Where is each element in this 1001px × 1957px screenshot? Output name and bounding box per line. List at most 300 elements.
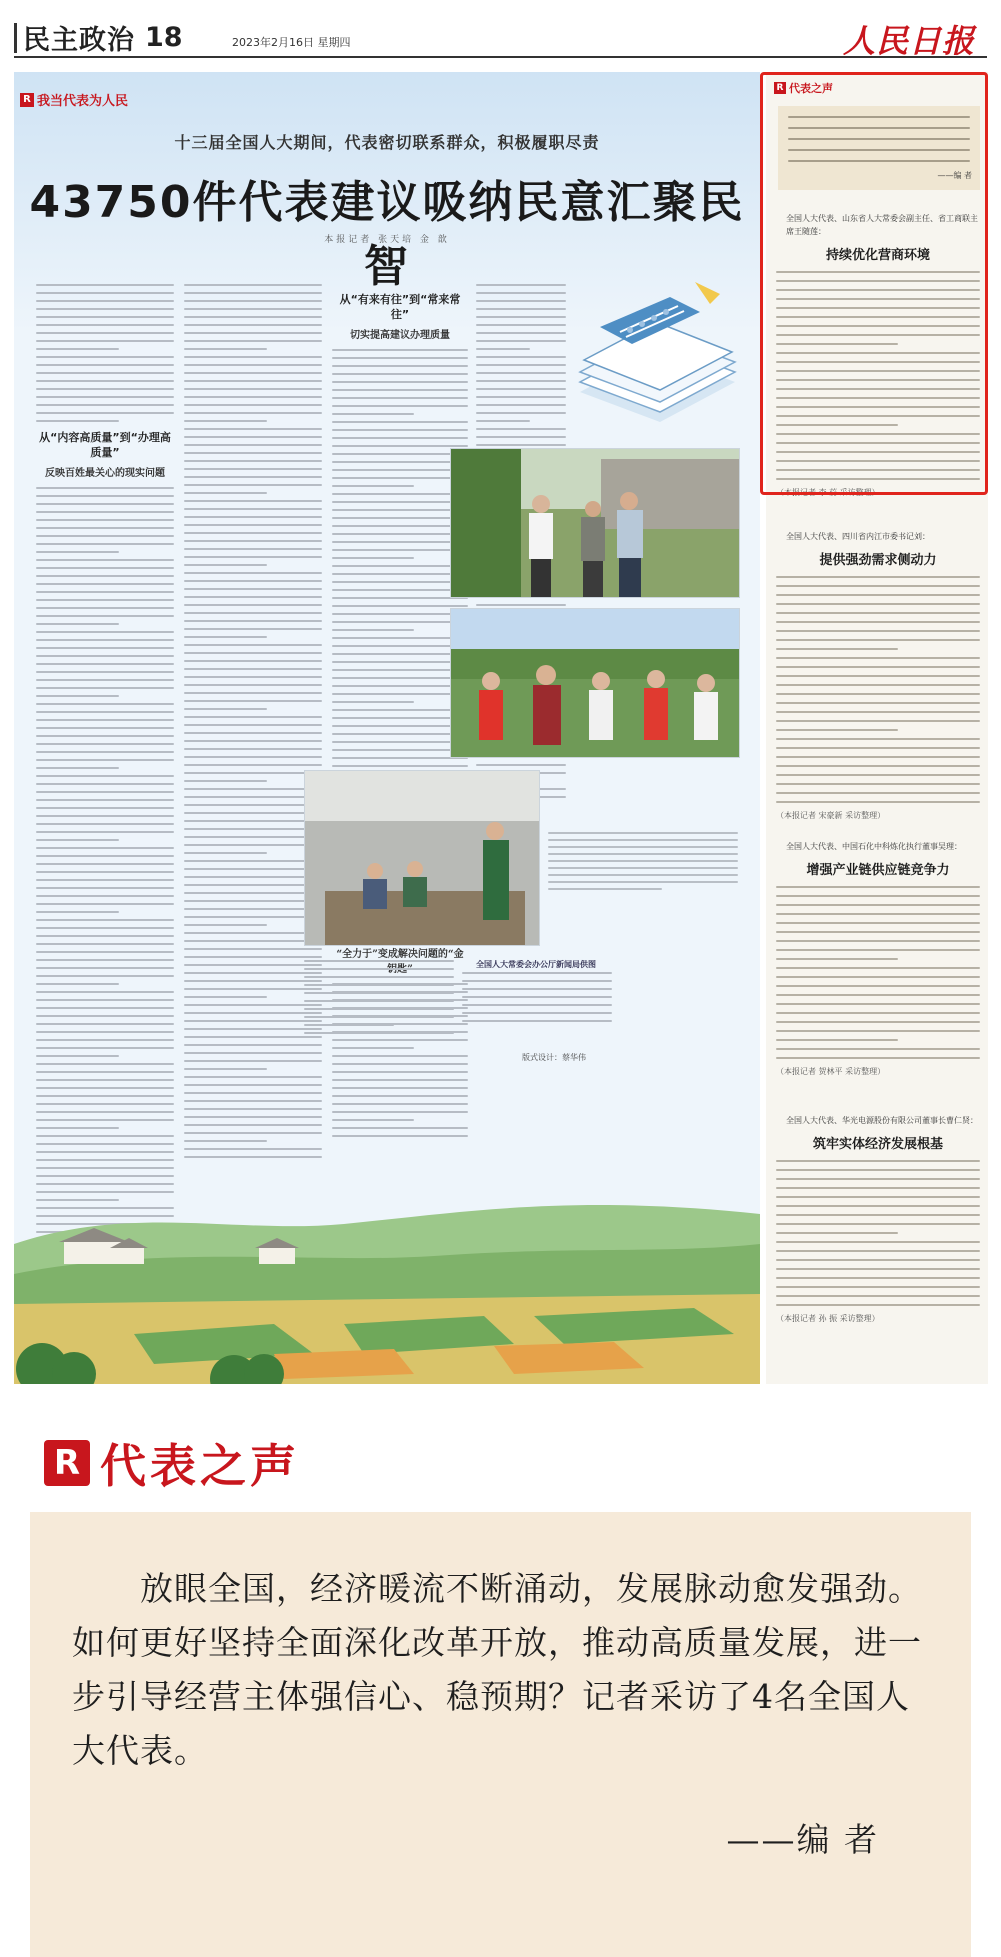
text-line bbox=[36, 527, 174, 529]
text-line bbox=[36, 719, 174, 721]
text-line bbox=[184, 972, 322, 974]
sidebar-item-text bbox=[776, 1160, 980, 1306]
text-line bbox=[184, 732, 322, 734]
text-line bbox=[776, 693, 980, 695]
text-line bbox=[776, 1295, 980, 1297]
text-line bbox=[332, 709, 468, 711]
text-line bbox=[332, 589, 468, 591]
text-line bbox=[36, 855, 174, 857]
text-line bbox=[36, 487, 174, 489]
text-line bbox=[184, 300, 322, 302]
text-line bbox=[36, 551, 119, 553]
text-line bbox=[776, 666, 980, 668]
text-line bbox=[776, 994, 980, 996]
sidebar-item-who: 全国人大代表、中国石化中科炼化执行董事吴理： bbox=[786, 842, 962, 851]
text-line bbox=[36, 863, 174, 865]
text-line bbox=[184, 764, 322, 766]
text-line bbox=[332, 1079, 468, 1081]
main-article bbox=[14, 72, 760, 1384]
sidebar-item-who: 全国人大代表、山东省人大常委会副主任、省工商联主席王随莲： bbox=[786, 214, 978, 236]
text-line bbox=[332, 653, 468, 655]
text-line bbox=[184, 548, 322, 550]
text-line bbox=[36, 1103, 174, 1105]
text-line bbox=[184, 724, 322, 726]
text-line bbox=[36, 1063, 174, 1065]
text-line bbox=[476, 396, 566, 398]
text-line bbox=[36, 911, 119, 913]
text-line bbox=[776, 720, 980, 722]
text-line bbox=[184, 468, 322, 470]
text-line bbox=[476, 324, 566, 326]
text-line bbox=[332, 1087, 468, 1089]
text-line bbox=[36, 871, 174, 873]
text-line bbox=[36, 519, 174, 521]
page-number: 18 bbox=[145, 22, 183, 53]
text-line bbox=[184, 1028, 322, 1030]
text-line bbox=[332, 541, 468, 543]
photo-caption-1 bbox=[548, 832, 738, 895]
text-line bbox=[332, 573, 468, 575]
text-line bbox=[332, 701, 414, 703]
text-line bbox=[36, 775, 174, 777]
text-line bbox=[776, 1268, 980, 1270]
text-line bbox=[36, 511, 174, 513]
r-logo-icon: R bbox=[20, 93, 34, 107]
text-line bbox=[776, 630, 980, 632]
text-line bbox=[36, 1135, 174, 1137]
text-line bbox=[776, 922, 980, 924]
text-line bbox=[36, 1023, 174, 1025]
text-line bbox=[36, 943, 174, 945]
text-line bbox=[36, 372, 174, 374]
sidebar-item bbox=[776, 1114, 980, 1324]
text-line bbox=[332, 349, 468, 351]
text-line bbox=[332, 493, 468, 495]
text-column-1 bbox=[36, 284, 174, 1284]
text-line bbox=[332, 629, 414, 631]
text-line bbox=[36, 791, 174, 793]
text-line bbox=[332, 549, 468, 551]
text-line bbox=[36, 591, 174, 593]
text-line bbox=[184, 932, 322, 934]
text-line bbox=[332, 1103, 468, 1105]
text-line bbox=[184, 652, 322, 654]
text-line bbox=[184, 620, 322, 622]
sidebar-item-text bbox=[776, 886, 980, 1059]
text-line bbox=[462, 980, 612, 982]
sidebar-item-who: 全国人大代表、四川省内江市委书记刘： bbox=[786, 532, 930, 541]
layout-credit: 版式设计：蔡华伟 bbox=[522, 1053, 586, 1062]
text-line bbox=[184, 436, 322, 438]
text-line bbox=[332, 1127, 468, 1129]
text-line bbox=[36, 935, 174, 937]
sidebar-item-reporter: （本报记者 贺林平 采访整理） bbox=[776, 1067, 886, 1076]
text-line bbox=[332, 581, 468, 583]
text-line bbox=[184, 924, 267, 926]
text-line bbox=[332, 445, 468, 447]
sidebar-item-who: 全国人大代表、华光电源股份有限公司董事长曹仁贤： bbox=[786, 1116, 978, 1125]
text-line bbox=[36, 983, 119, 985]
text-line bbox=[36, 535, 174, 537]
text-line bbox=[184, 948, 322, 950]
text-line bbox=[476, 356, 566, 358]
text-line bbox=[184, 476, 322, 478]
text-line bbox=[184, 1004, 322, 1006]
text-line bbox=[36, 1047, 174, 1049]
proposal-documents-illustration bbox=[570, 272, 740, 432]
text-line bbox=[184, 1100, 322, 1102]
text-line bbox=[36, 284, 174, 286]
text-line bbox=[184, 1092, 322, 1094]
text-line bbox=[36, 380, 174, 382]
text-line bbox=[304, 960, 454, 962]
text-line bbox=[332, 669, 468, 671]
text-line bbox=[36, 631, 174, 633]
text-line bbox=[776, 1048, 980, 1050]
text-line bbox=[184, 556, 322, 558]
text-line bbox=[332, 397, 468, 399]
text-line bbox=[36, 1167, 174, 1169]
text-line bbox=[548, 853, 738, 855]
text-line bbox=[332, 1095, 468, 1097]
text-line bbox=[776, 958, 898, 960]
text-line bbox=[184, 564, 267, 566]
text-line bbox=[332, 677, 468, 679]
text-line bbox=[476, 332, 566, 334]
text-line bbox=[304, 1008, 454, 1010]
text-line bbox=[184, 836, 322, 838]
text-line bbox=[184, 676, 322, 678]
text-line bbox=[776, 1160, 980, 1162]
text-line bbox=[184, 308, 322, 310]
caption-text bbox=[548, 832, 738, 890]
text-line bbox=[462, 1020, 612, 1022]
text-line bbox=[36, 495, 174, 497]
text-line bbox=[36, 340, 174, 342]
text-line bbox=[776, 1241, 980, 1243]
text-line bbox=[776, 801, 980, 803]
text-line bbox=[184, 508, 322, 510]
text-line bbox=[476, 308, 566, 310]
text-line bbox=[36, 599, 174, 601]
sidebar-item-title: 增强产业链供应链竞争力 bbox=[806, 863, 950, 878]
text-line bbox=[184, 804, 322, 806]
masthead-bar bbox=[14, 23, 17, 53]
text-line bbox=[36, 767, 119, 769]
text-line bbox=[184, 820, 322, 822]
text-line bbox=[776, 702, 980, 704]
text-line bbox=[184, 956, 322, 958]
text-line bbox=[36, 879, 174, 881]
photo-school-visit bbox=[450, 608, 740, 758]
text-line bbox=[184, 396, 322, 398]
r-logo-icon: R bbox=[44, 1440, 90, 1486]
text-line bbox=[776, 792, 980, 794]
text-line bbox=[476, 604, 566, 606]
text-line bbox=[304, 968, 454, 970]
text-line bbox=[776, 675, 980, 677]
text-line bbox=[332, 637, 468, 639]
newspaper-masthead bbox=[14, 14, 987, 58]
text-line bbox=[332, 565, 468, 567]
text-line bbox=[184, 916, 322, 918]
text-line bbox=[184, 636, 267, 638]
text-line bbox=[36, 727, 174, 729]
photo-greenhouse-visit bbox=[304, 770, 540, 946]
text-line bbox=[332, 605, 468, 607]
text-line bbox=[184, 612, 322, 614]
text-line bbox=[776, 1178, 980, 1180]
text-line bbox=[332, 1071, 468, 1073]
text-line bbox=[184, 884, 322, 886]
text-line bbox=[332, 421, 468, 423]
main-column-label-text: 我当代表为人民 bbox=[37, 94, 129, 109]
text-line bbox=[36, 412, 174, 414]
text-line bbox=[36, 575, 174, 577]
text-line bbox=[184, 1036, 322, 1038]
text-line bbox=[776, 913, 980, 915]
text-line bbox=[36, 1039, 174, 1041]
text-line bbox=[776, 1057, 980, 1059]
text-line bbox=[36, 583, 174, 585]
text-line bbox=[776, 1259, 980, 1261]
text-line bbox=[184, 316, 322, 318]
text-line bbox=[476, 340, 566, 342]
text-line bbox=[36, 783, 174, 785]
text-line bbox=[332, 365, 468, 367]
text-line bbox=[776, 1030, 980, 1032]
text-line bbox=[36, 316, 174, 318]
text-line bbox=[36, 1175, 174, 1177]
text-line bbox=[184, 540, 322, 542]
text-line bbox=[548, 874, 738, 876]
text-line bbox=[36, 671, 174, 673]
text-line bbox=[36, 959, 174, 961]
text-line bbox=[36, 1159, 174, 1161]
subhead-2-sub: 切实提高建议办理质量 bbox=[350, 330, 450, 341]
text-line bbox=[462, 1004, 612, 1006]
text-line bbox=[184, 844, 322, 846]
text-line bbox=[36, 1087, 174, 1089]
text-line bbox=[462, 972, 612, 974]
text-line bbox=[184, 852, 267, 854]
text-line bbox=[776, 765, 980, 767]
text-line bbox=[184, 788, 322, 790]
text-line bbox=[332, 693, 468, 695]
text-line bbox=[184, 796, 322, 798]
text-line bbox=[776, 895, 980, 897]
text-line bbox=[184, 324, 322, 326]
text-line bbox=[36, 1127, 119, 1129]
text-line bbox=[776, 886, 980, 888]
text-line bbox=[184, 628, 322, 630]
text-line bbox=[36, 847, 174, 849]
body-text-block bbox=[184, 284, 322, 1158]
text-line bbox=[184, 1148, 322, 1150]
sidebar-item-reporter: （本报记者 李 蕊 采访整理） bbox=[776, 488, 880, 497]
text-line bbox=[36, 999, 174, 1001]
sidebar-item-text bbox=[776, 576, 980, 803]
text-line bbox=[36, 951, 174, 953]
text-line bbox=[184, 1076, 322, 1078]
text-line bbox=[476, 444, 566, 446]
text-line bbox=[36, 543, 174, 545]
zoom-intro-box bbox=[30, 1512, 971, 1957]
text-line bbox=[36, 388, 174, 390]
text-line bbox=[462, 988, 612, 990]
text-line bbox=[332, 597, 468, 599]
text-line bbox=[184, 980, 322, 982]
photo-credit: 全国人大常委会办公厅新闻局供图 bbox=[476, 960, 596, 969]
text-line bbox=[332, 405, 468, 407]
text-line bbox=[332, 389, 468, 391]
text-line bbox=[184, 828, 322, 830]
text-line bbox=[36, 639, 174, 641]
text-line bbox=[332, 517, 468, 519]
text-line bbox=[184, 1068, 267, 1070]
text-line bbox=[476, 428, 566, 430]
text-line bbox=[184, 572, 322, 574]
text-line bbox=[36, 759, 174, 761]
text-line bbox=[476, 404, 566, 406]
text-line bbox=[184, 996, 267, 998]
text-line bbox=[184, 372, 322, 374]
text-line bbox=[776, 1223, 980, 1225]
sidebar-item bbox=[776, 530, 980, 821]
text-line bbox=[776, 1021, 980, 1023]
text-line bbox=[36, 615, 174, 617]
text-line bbox=[184, 940, 322, 942]
text-line bbox=[184, 868, 322, 870]
text-line bbox=[184, 740, 322, 742]
text-line bbox=[36, 663, 174, 665]
text-line bbox=[776, 639, 980, 641]
text-line bbox=[36, 324, 174, 326]
text-line bbox=[36, 887, 174, 889]
text-line bbox=[332, 557, 414, 559]
text-line bbox=[476, 292, 566, 294]
text-line bbox=[776, 1286, 980, 1288]
countryside-landscape-illustration bbox=[14, 1184, 760, 1384]
text-line bbox=[548, 867, 738, 869]
text-line bbox=[36, 679, 174, 681]
text-line bbox=[184, 388, 322, 390]
text-line bbox=[184, 780, 267, 782]
text-line bbox=[184, 1020, 322, 1022]
text-line bbox=[36, 607, 174, 609]
text-line bbox=[184, 772, 322, 774]
text-line bbox=[776, 594, 980, 596]
zoom-intro-text: 放眼全国，经济暖流不断涌动，发展脉动愈发强劲。如何更好坚持全面深化改革开放，推动高质量发展，进一步引导经营主体强信心、稳预期？记者采访了4名全国人大代表。 bbox=[72, 1569, 922, 1770]
text-line bbox=[184, 588, 322, 590]
text-line bbox=[36, 687, 174, 689]
text-line bbox=[548, 881, 738, 883]
main-column-label bbox=[20, 90, 128, 109]
text-line bbox=[476, 420, 530, 422]
body-text-block bbox=[304, 960, 454, 1034]
text-line bbox=[332, 1063, 468, 1065]
text-line bbox=[776, 1250, 980, 1252]
text-line bbox=[476, 372, 566, 374]
text-line bbox=[332, 1119, 414, 1121]
text-line bbox=[184, 1052, 322, 1054]
text-line bbox=[776, 1205, 980, 1207]
text-line bbox=[476, 380, 566, 382]
text-line bbox=[476, 388, 566, 390]
text-line bbox=[36, 711, 174, 713]
article-headline: 43750件代表建议吸纳民意汇聚民智 bbox=[29, 177, 745, 292]
text-line bbox=[184, 404, 322, 406]
text-line bbox=[184, 1044, 322, 1046]
zoom-intro-sign: ——编 者 bbox=[726, 1820, 879, 1859]
text-line bbox=[184, 380, 322, 382]
text-line bbox=[776, 612, 980, 614]
text-line bbox=[36, 1143, 174, 1145]
text-line bbox=[184, 1132, 322, 1134]
text-line bbox=[184, 412, 322, 414]
text-line bbox=[332, 469, 468, 471]
text-line bbox=[184, 364, 322, 366]
text-line bbox=[36, 799, 174, 801]
text-line bbox=[36, 751, 174, 753]
text-line bbox=[776, 711, 980, 713]
text-line bbox=[36, 1119, 174, 1121]
text-line bbox=[776, 1304, 980, 1306]
text-line bbox=[184, 460, 322, 462]
text-line bbox=[36, 1031, 174, 1033]
text-line bbox=[332, 413, 414, 415]
body-text-block bbox=[36, 487, 174, 1281]
subhead-2: 从“有来有往”到“常来常往” bbox=[339, 293, 461, 321]
text-line bbox=[36, 364, 174, 366]
text-line bbox=[36, 332, 174, 334]
text-line bbox=[332, 685, 468, 687]
masthead-left bbox=[14, 18, 183, 57]
subhead-3-sub: “全力于”变成解决问题的“金 bbox=[336, 949, 464, 960]
text-line bbox=[548, 839, 738, 841]
text-line bbox=[36, 991, 174, 993]
text-line bbox=[184, 1084, 322, 1086]
sidebar-item bbox=[776, 840, 980, 1077]
text-line bbox=[36, 396, 174, 398]
text-line bbox=[332, 477, 468, 479]
greenhouse-image bbox=[305, 771, 540, 946]
text-line bbox=[476, 412, 566, 414]
text-line bbox=[184, 428, 322, 430]
text-line bbox=[332, 533, 468, 535]
text-line bbox=[36, 967, 174, 969]
text-line bbox=[548, 860, 738, 862]
text-line bbox=[36, 903, 174, 905]
text-line bbox=[776, 576, 980, 578]
text-line bbox=[332, 429, 468, 431]
text-line bbox=[184, 1156, 322, 1158]
text-line bbox=[548, 846, 738, 848]
text-line bbox=[184, 332, 322, 334]
text-line bbox=[36, 823, 174, 825]
article-byline: 本报记者 张天培 金 歆 bbox=[324, 235, 450, 245]
body-text-block bbox=[462, 972, 612, 1022]
text-line bbox=[776, 747, 980, 749]
text-line bbox=[184, 532, 322, 534]
subhead-1: 从“内容高质量”到“办理高质量” bbox=[39, 431, 171, 459]
text-line bbox=[184, 444, 322, 446]
text-line bbox=[184, 1116, 322, 1118]
text-line bbox=[184, 516, 322, 518]
text-line bbox=[184, 356, 322, 358]
sidebar-item-reporter: （本报记者 孙 振 采访整理） bbox=[776, 1314, 880, 1323]
text-line bbox=[776, 756, 980, 758]
